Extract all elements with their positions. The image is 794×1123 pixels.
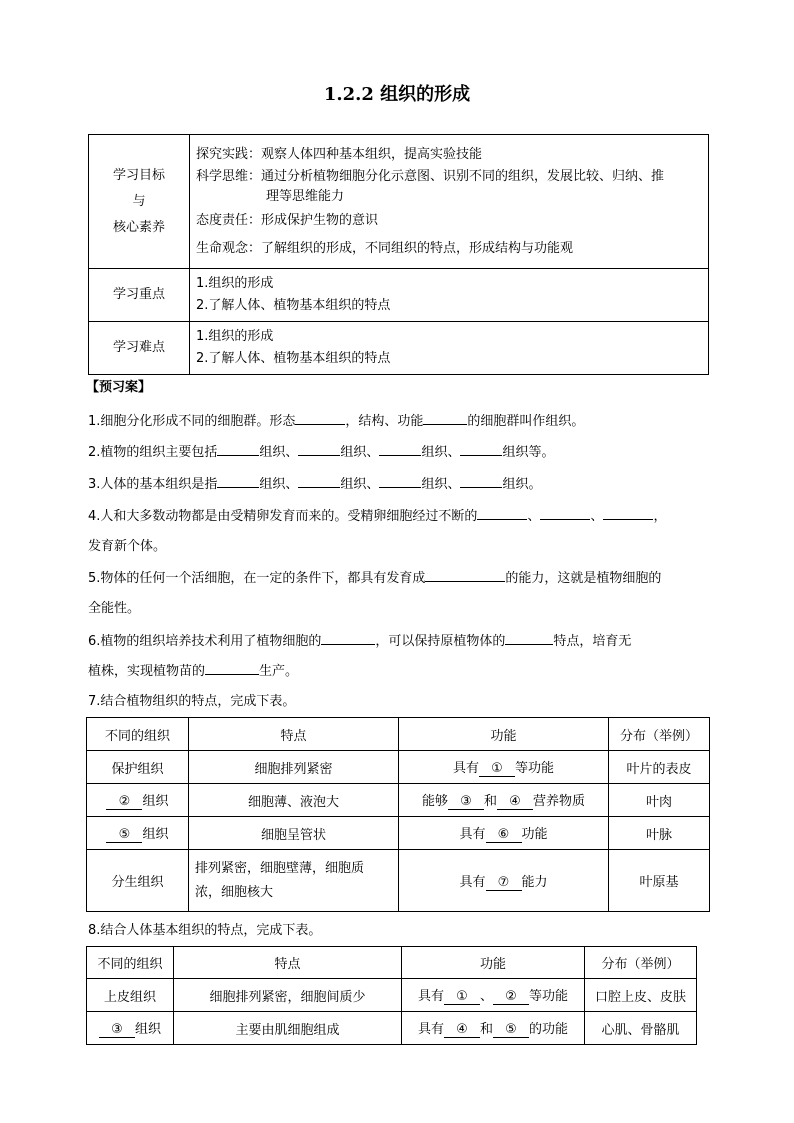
blank[interactable] <box>217 474 259 488</box>
table-row <box>87 751 710 784</box>
fn-text: 能力 <box>521 874 548 890</box>
answer-blank[interactable]: ④ <box>497 794 533 810</box>
fn-text: 具有 <box>452 761 479 776</box>
tissue-name: 分生组织 <box>87 850 189 912</box>
blank[interactable] <box>295 411 345 425</box>
answer-blank[interactable]: ① <box>479 761 515 777</box>
fn-text: 具有 <box>417 989 444 1004</box>
key-line: 1.组织的形成 <box>196 276 274 291</box>
goal-line: 科学思维：通过分析植物细胞分化示意图、识别不同的组织，发展比较、归纳、推 <box>196 168 665 184</box>
question-2 <box>88 442 554 463</box>
name-text: 组织 <box>134 1022 161 1037</box>
goals-content-cell <box>190 135 709 269</box>
answer-blank[interactable]: ④ <box>444 1022 480 1038</box>
fn-text: 具有 <box>459 874 486 890</box>
tissue-name: 上皮组织 <box>87 979 174 1012</box>
fn-text: 具有 <box>459 827 486 842</box>
answer-blank[interactable]: ① <box>444 989 480 1005</box>
question-4 <box>88 506 666 527</box>
table-header: 功能 <box>399 718 609 751</box>
blank[interactable] <box>423 411 467 425</box>
tissue-feature <box>189 850 399 912</box>
fn-text: 具有 <box>417 1022 444 1037</box>
fn-text: 营养物质 <box>533 794 586 809</box>
fn-text: 的功能 <box>529 1022 569 1037</box>
tissue-function <box>402 1012 585 1045</box>
blank[interactable] <box>460 442 502 456</box>
q6-text-d: 植株，实现植物苗的 <box>88 664 206 679</box>
answer-blank[interactable]: ② <box>493 989 529 1005</box>
tissue-name <box>87 784 189 817</box>
goal-line: 态度责任：形成保护生物的意识 <box>196 212 379 228</box>
answer-blank[interactable]: ⑤ <box>106 827 142 843</box>
q6-text-e: 生产。 <box>259 664 299 679</box>
tissue-feature: 细胞薄、液泡大 <box>189 784 399 817</box>
table-header: 特点 <box>189 718 399 751</box>
question-8-title: 8.结合人体基本组织的特点，完成下表。 <box>88 923 322 938</box>
q2-text-d: 组织、 <box>421 445 461 460</box>
q1-text-c: 的细胞群叫作组织。 <box>467 414 585 429</box>
tissue-distribution: 口腔上皮、皮肤 <box>585 979 697 1012</box>
name-text: 组织 <box>142 794 169 809</box>
q6-text-b: ，可以保持原植物体的 <box>375 634 506 649</box>
q3-text-b: 组织、 <box>259 477 299 492</box>
q4-text-a: 4.人和大多数动物都是由受精卵发育而来的。受精卵细胞经过不断的 <box>88 509 478 524</box>
tissue-feature: 细胞呈管状 <box>189 817 399 850</box>
plant-tissue-table <box>86 717 710 912</box>
tissue-name <box>87 1012 174 1045</box>
tissue-feature: 主要由肌细胞组成 <box>174 1012 402 1045</box>
fn-text: 和 <box>483 794 497 809</box>
blank[interactable] <box>379 474 421 488</box>
diff-line: 2.了解人体、植物基本组织的特点 <box>196 351 391 366</box>
q3-text-a: 3.人体的基本组织是指 <box>88 477 218 492</box>
question-1 <box>88 411 584 432</box>
q6-text-c: 特点，培育无 <box>553 634 632 649</box>
blank[interactable] <box>379 442 421 456</box>
diff-line: 1.组织的形成 <box>196 329 274 344</box>
blank[interactable] <box>321 631 375 645</box>
tissue-function <box>399 784 609 817</box>
q3-text-d: 组织、 <box>421 477 461 492</box>
question-5 <box>88 568 661 589</box>
key-content <box>190 269 709 322</box>
question-3 <box>88 474 541 495</box>
table-header: 特点 <box>174 947 402 979</box>
q2-text-b: 组织、 <box>259 445 299 460</box>
fn-text: 、 <box>479 989 493 1004</box>
question-6 <box>88 631 631 652</box>
blank[interactable] <box>298 442 340 456</box>
question-5-cont: 全能性。 <box>88 601 141 616</box>
tissue-function <box>399 850 609 912</box>
q1-text-a: 1.细胞分化形成不同的细胞群。形态 <box>88 414 296 429</box>
tissue-name: 保护组织 <box>87 751 189 784</box>
q2-text-a: 2.植物的组织主要包括 <box>88 445 218 460</box>
answer-blank[interactable]: ⑦ <box>486 875 522 891</box>
goal-line: 生命观念：了解组织的形成，不同组织的特点，形成结构与功能观 <box>196 240 574 256</box>
tissue-distribution: 叶片的表皮 <box>609 751 710 784</box>
goals-label-1: 学习目标 <box>112 167 165 183</box>
feat-line: 浓，细胞核大 <box>195 884 274 900</box>
blank[interactable] <box>205 661 259 675</box>
key-label: 学习重点 <box>89 269 190 322</box>
page-title: 1.2.2 组织的形成 <box>323 84 471 105</box>
q6-text-a: 6.植物的组织培养技术利用了植物细胞的 <box>88 634 322 649</box>
key-line: 2.了解人体、植物基本组织的特点 <box>196 298 391 313</box>
table-header: 功能 <box>402 947 585 979</box>
human-tissue-table <box>86 946 697 1045</box>
table-row <box>87 1012 697 1045</box>
tissue-distribution: 叶原基 <box>609 850 710 912</box>
q2-text-e: 组织等。 <box>502 445 555 460</box>
table-row <box>87 979 697 1012</box>
name-text: 组织 <box>142 827 169 842</box>
tissue-distribution: 叶脉 <box>609 817 710 850</box>
goals-label-cell <box>89 135 190 269</box>
tissue-function <box>399 817 609 850</box>
table-header: 分布（举例） <box>585 947 697 979</box>
tissue-distribution: 心肌、骨骼肌 <box>585 1012 697 1045</box>
blank[interactable] <box>298 474 340 488</box>
blank[interactable] <box>425 568 505 582</box>
answer-blank[interactable]: ② <box>106 794 142 810</box>
tissue-feature: 细胞排列紧密，细胞间质少 <box>174 979 402 1012</box>
q4-text-c: 、 <box>590 509 604 524</box>
blank[interactable] <box>603 506 653 520</box>
fn-text: 等功能 <box>515 761 555 776</box>
fn-text: 和 <box>479 1022 493 1037</box>
table-row <box>87 784 710 817</box>
table-header: 不同的组织 <box>87 718 189 751</box>
question-4-cont: 发育新个体。 <box>88 539 167 554</box>
tissue-function <box>402 979 585 1012</box>
table-header: 分布（举例） <box>609 718 710 751</box>
tissue-name <box>87 817 189 850</box>
q4-text-d: ， <box>653 509 667 524</box>
table-row <box>87 850 710 912</box>
q4-text-b: 、 <box>527 509 541 524</box>
goal-line: 探究实践：观察人体四种基本组织，提高实验技能 <box>196 146 483 162</box>
tissue-function <box>399 751 609 784</box>
fn-text: 等功能 <box>529 989 569 1004</box>
diff-content <box>190 322 709 375</box>
blank[interactable] <box>505 631 553 645</box>
table-row <box>87 817 710 850</box>
q5-text-a: 5.物体的任何一个活细胞，在一定的条件下，都具有发育成 <box>88 571 426 586</box>
goals-label-2: 与 <box>132 193 146 209</box>
goals-label-3: 核心素养 <box>112 219 165 235</box>
answer-blank[interactable]: ③ <box>99 1022 135 1038</box>
blank[interactable] <box>540 506 590 520</box>
q2-text-c: 组织、 <box>340 445 380 460</box>
tissue-feature: 细胞排列紧密 <box>189 751 399 784</box>
q3-text-c: 组织、 <box>340 477 380 492</box>
blank[interactable] <box>217 442 259 456</box>
preview-header: 【预习案】 <box>86 380 152 395</box>
diff-label: 学习难点 <box>89 322 190 375</box>
goals-table <box>88 134 709 375</box>
q1-text-b: ，结构、功能 <box>345 414 424 429</box>
table-header: 不同的组织 <box>87 947 174 979</box>
answer-blank[interactable]: ⑥ <box>486 827 522 843</box>
blank[interactable] <box>460 474 502 488</box>
question-7-title: 7.结合植物组织的特点，完成下表。 <box>88 694 296 709</box>
goal-line: 理等思维能力 <box>266 188 345 204</box>
answer-blank[interactable]: ⑤ <box>493 1022 529 1038</box>
q5-text-b: 的能力，这就是植物细胞的 <box>505 571 662 586</box>
question-6-cont <box>88 661 298 682</box>
fn-text: 功能 <box>521 827 548 842</box>
fn-text: 能够 <box>421 794 448 809</box>
answer-blank[interactable]: ③ <box>448 794 484 810</box>
tissue-distribution: 叶肉 <box>609 784 710 817</box>
q3-text-e: 组织。 <box>502 477 542 492</box>
feat-line: 排列紧密，细胞壁薄，细胞质 <box>195 860 365 876</box>
blank[interactable] <box>477 506 527 520</box>
